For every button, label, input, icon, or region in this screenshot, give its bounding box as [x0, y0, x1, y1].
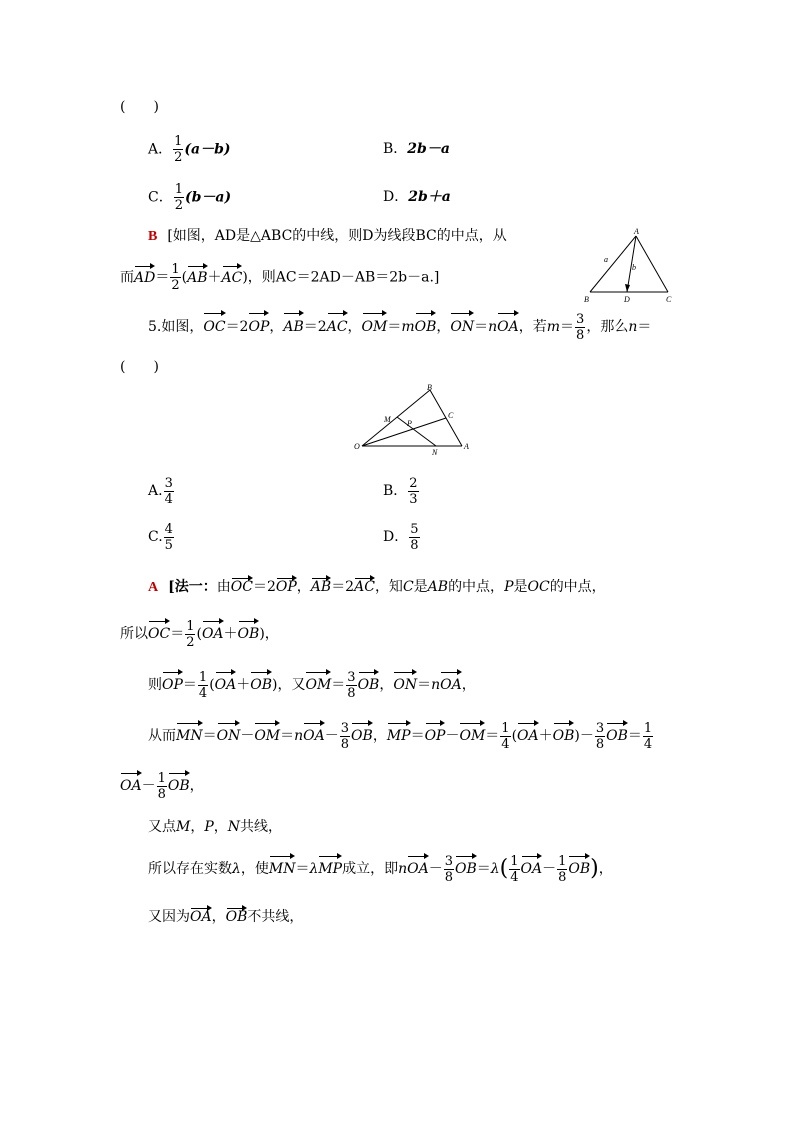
- q4-solution-line2: 而AD＝ $\frac{1}{2}$ (AB＋AC)，则AC＝2AD－AB＝2b－a.]: [120, 262, 440, 293]
- q4-solution-line1: B [如图，AD是△ABC的中线，则D为线段BC的中点，从: [148, 228, 507, 244]
- q5-solution-line4: 从而MN＝ON－OM＝nOA－ $\frac{3}{8}$ OB，MP＝OP－OM＝ $\frac{1}{4}$ (OA＋OB)－ $\frac{3}{8}$ OB＝ $\frac{1}{4}$: [148, 720, 653, 752]
- fig2-label-m: M: [384, 415, 391, 424]
- q5-solution-line5: OA－ $\frac{1}{8}$ OB，: [120, 770, 204, 802]
- fig2-label-a: A: [464, 442, 469, 451]
- fig1-label-d: D: [624, 295, 630, 304]
- fig1-label-b: B: [584, 295, 589, 304]
- q5-solution-line1: A [法一：由OC＝2OP，AB＝2AC，知C是AB的中点，P是OC的中点，: [148, 575, 606, 599]
- fig1-label-b-vec: b: [632, 263, 636, 272]
- figure-triangle-oab: [352, 382, 478, 458]
- fig2-label-p: P: [407, 419, 412, 428]
- fig2-label-o: O: [354, 442, 360, 451]
- fig2-label-b: B: [427, 383, 432, 392]
- q5-option-a: A. $\frac{3}{4}$: [148, 475, 173, 507]
- q4-option-c: C． $\frac{1}{2}$ (b－a): [148, 182, 232, 213]
- fig2-label-n: N: [432, 448, 438, 457]
- q5-solution-line8: 又因为OA，OB不共线，: [148, 905, 303, 929]
- q5-solution-line2: 所以OC＝ $\frac{1}{2}$ (OA＋OB)，: [120, 618, 279, 650]
- fig1-label-c: C: [666, 295, 672, 304]
- fig1-label-a-vec: a: [604, 255, 608, 264]
- q5-option-c: C. $\frac{4}{5}$: [148, 521, 173, 553]
- q4-option-b: B．2b－a: [383, 141, 450, 157]
- q5-paren: ( ): [120, 359, 159, 375]
- q5-option-b: B． $\frac{2}{3}$: [383, 475, 418, 507]
- figure-triangle-abc: [580, 226, 680, 306]
- q4-option-d: D．2b＋a: [383, 189, 451, 205]
- q5-solution-line7: 所以存在实数λ，使MN＝λMP成立，即nOA－ $\frac{3}{8}$ OB＝λ( $\frac{1}{4}$ OA－ $\frac{1}{8}$ OB)，: [148, 853, 613, 885]
- q5-option-d: D． $\frac{5}{8}$: [383, 521, 419, 553]
- q5-solution-line6: 又点M，P，N共线，: [148, 819, 283, 835]
- fig2-label-c: C: [448, 411, 454, 420]
- q5-stem: 5.如图，OC＝2OP，AB＝2AC，OM＝mOB，ON＝nOA，若m＝ $\frac{3}{8}$ ，那么n＝: [148, 311, 652, 343]
- q4-paren: ( ): [120, 99, 159, 115]
- fig1-label-a-vertex: A: [634, 227, 639, 236]
- q5-solution-line3: 则OP＝ $\frac{1}{4}$ (OA＋OB)，又OM＝ $\frac{3}{8}$ OB，ON＝nOA，: [148, 669, 476, 701]
- q4-option-a: A． $\frac{1}{2}$ (a－b): [148, 134, 231, 165]
